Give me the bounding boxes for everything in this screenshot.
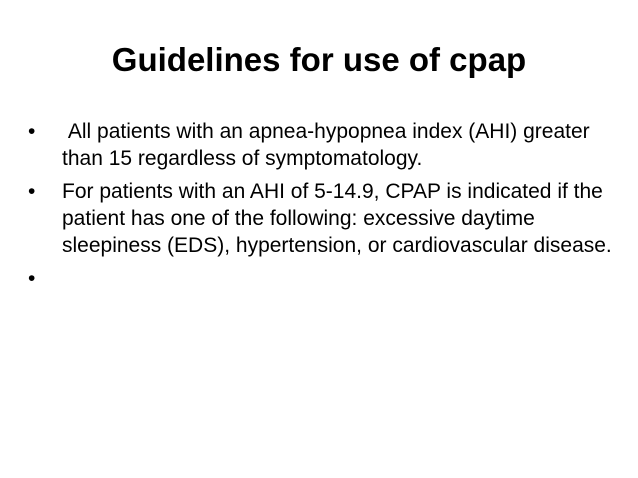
bullet-item-2 (28, 178, 628, 259)
bullet-text: For patients with an AHI of 5-14.9, CPAP is indicated if the patient has one of the following: excessive daytime sleepiness (EDS), hypertension, or cardiovascular disease. (62, 180, 612, 257)
bullet-marker: • (28, 267, 36, 290)
bullet-marker: • (28, 180, 36, 203)
bullet-text: All patients with an apnea-hypopnea index (AHI) greater than 15 regardless of symptomatology. (62, 120, 596, 170)
slide-title: Guidelines for use of cpap (111, 41, 527, 78)
bullet-item-1 (28, 118, 628, 172)
bullet-list (28, 118, 628, 290)
bullet-marker: • (28, 120, 36, 143)
